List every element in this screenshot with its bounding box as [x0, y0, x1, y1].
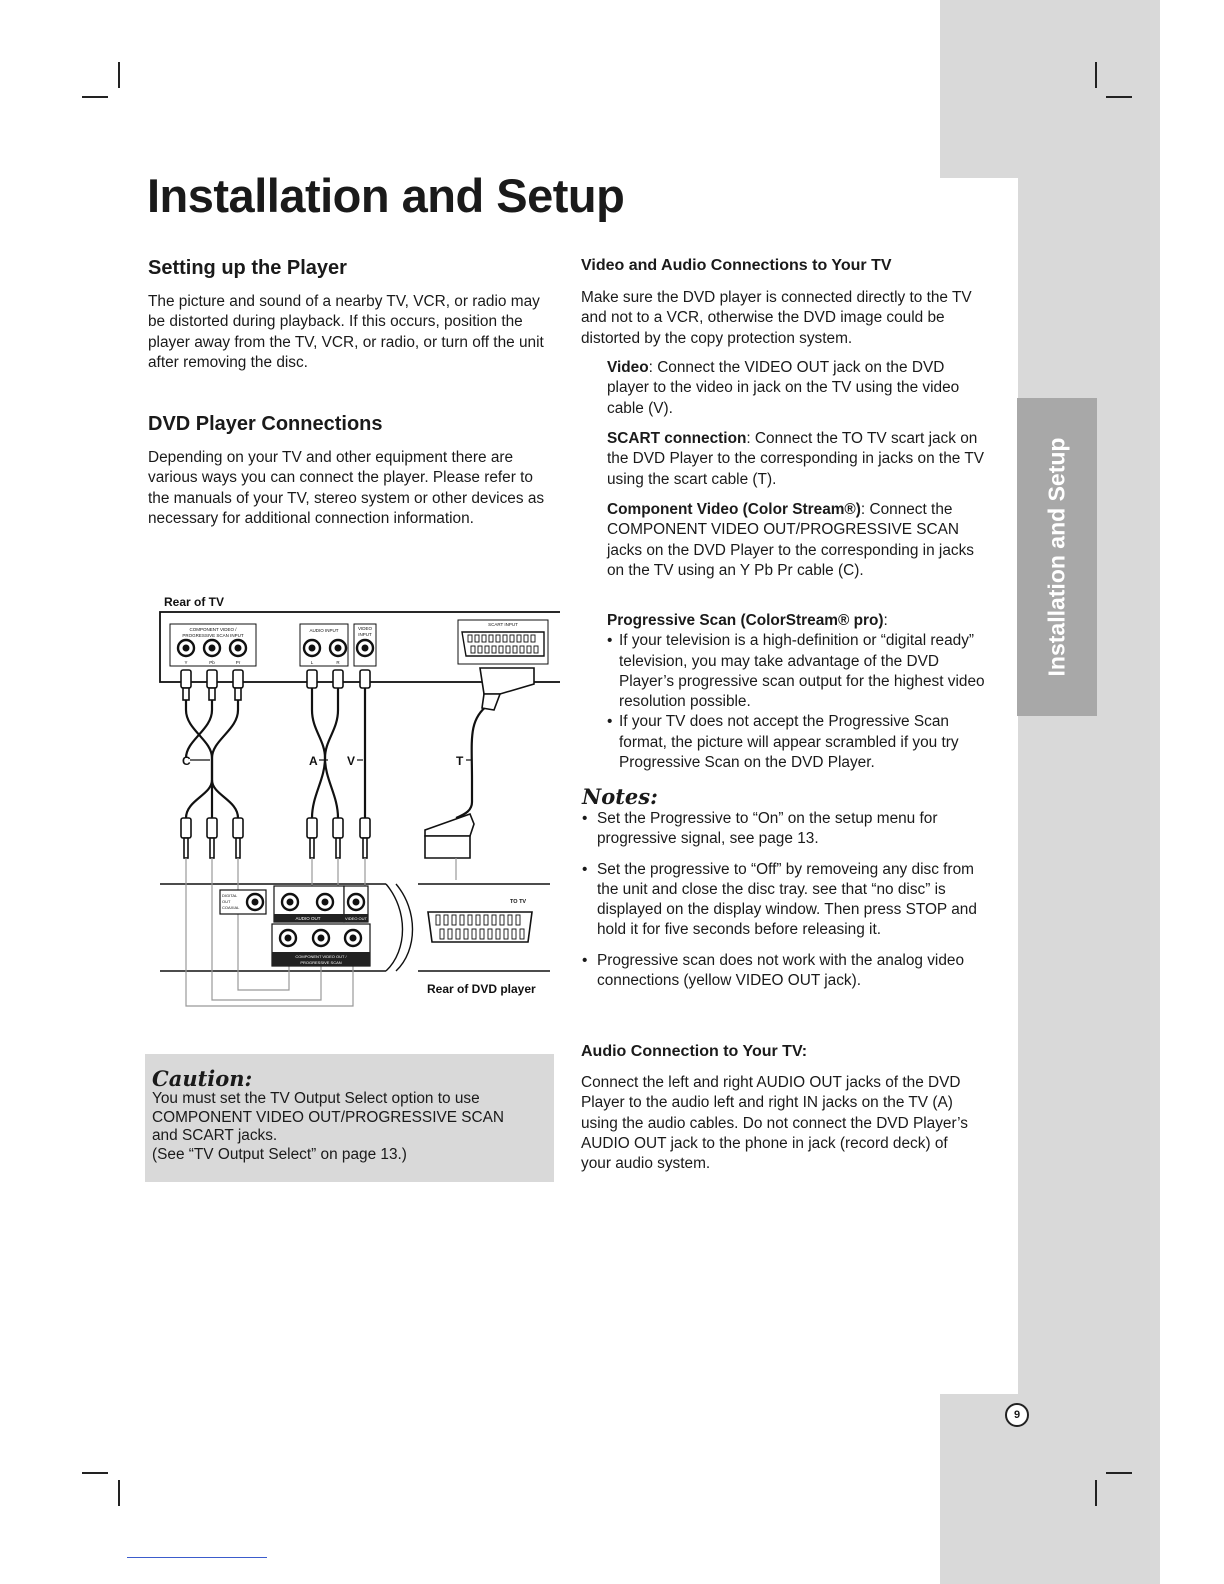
- caution-text: [152, 1090, 548, 1164]
- tv-video-jack: [357, 640, 373, 656]
- caution-line: (See “TV Output Select” on page 13.): [152, 1145, 407, 1163]
- list-item: • Progressive scan does not work with the analog video connections (yellow VIDEO OUT jack).: [582, 951, 986, 992]
- section-side-tab-label: Installation and Setup: [1043, 437, 1070, 677]
- scart-label: SCART connection: [607, 430, 747, 447]
- component-plugs-bottom: [181, 818, 243, 858]
- tv-jack-letter: Y: [184, 660, 188, 665]
- crop-mark: [82, 96, 108, 98]
- scart-text: : Connect the TO TV scart jack on the DVD Player to the corresponding in jacks on the TV using the scart cable (T).: [607, 430, 984, 488]
- page-number: 9: [1005, 1403, 1029, 1427]
- tv-video-label-2: INPUT: [358, 632, 372, 637]
- video-audio-heading: Video and Audio Connections to Your TV: [581, 257, 892, 274]
- component-connection-paragraph: [607, 500, 989, 581]
- scart-connection-paragraph: [607, 429, 985, 490]
- dvd-digital-label-3: COAXIAL: [222, 905, 240, 910]
- setup-heading: Setting up the Player: [148, 257, 347, 279]
- cable-label-v: V: [347, 754, 356, 768]
- connection-diagram: [150, 590, 560, 1015]
- audio-tv-body: Connect the left and right AUDIO OUT jacks of the DVD Player to the audio left and right IN jacks on the TV (A) using the audio cables. Do not connect the DVD Player’s AUDIO OUT jack to the phone in jack (record deck) of your audio system.: [581, 1074, 968, 1173]
- dvd-audio-out-label: AUDIO OUT: [295, 916, 321, 921]
- progressive-colon: :: [883, 612, 888, 629]
- dvd-digital-jack: [247, 894, 263, 910]
- component-plugs-top: [181, 670, 243, 700]
- footer-rule: [127, 1557, 267, 1558]
- tv-jack-letter: Pb: [209, 660, 215, 665]
- tv-audio-letter: R: [336, 660, 340, 665]
- cable-label-a: A: [309, 754, 318, 768]
- video-audio-intro: Make sure the DVD player is connected directly to the TV and not to a VCR, otherwise the DVD image could be distorted by the copy protection system.: [581, 289, 972, 347]
- dvd-component-jacks: [280, 930, 361, 946]
- video-text: : Connect the VIDEO OUT jack on the DVD player to the video in jack on the TV using the video cable (V).: [607, 359, 960, 417]
- crop-mark: [1106, 1472, 1132, 1474]
- dvd-digital-label-2: OUT: [222, 899, 231, 904]
- tv-component-label-1: COMPONENT VIDEO /: [189, 627, 237, 632]
- dvd-component-label-2: PROGRESSIVE SCAN: [300, 960, 342, 965]
- dvd-component-label-1: COMPONENT VIDEO OUT /: [295, 954, 347, 959]
- caution-line: You must set the TV Output Select option to use: [152, 1090, 480, 1107]
- crop-mark: [1095, 62, 1097, 88]
- setup-body: The picture and sound of a nearby TV, VCR, or radio may be distorted during playback. If this occurs, position the player away from the TV, VCR, or radio, or turn off the unit after removing the disc.: [148, 293, 544, 371]
- tv-component-label-2: PROGRESSIVE SCAN INPUT: [182, 633, 244, 638]
- list-item: • If your TV does not accept the Progressive Scan format, the picture will appear scrambled if you try Progressive Scan on the DVD Player.: [607, 712, 989, 773]
- audio-tv-heading: Audio Connection to Your TV:: [581, 1043, 808, 1060]
- dvd-digital-label-1: DIGITAL: [222, 893, 238, 898]
- rear-of-tv-label: Rear of TV: [164, 595, 225, 609]
- audio-cable: [312, 684, 338, 818]
- crop-mark: [1095, 1480, 1097, 1506]
- tv-video-label-1: VIDEO: [357, 626, 373, 631]
- component-text: : Connect the COMPONENT VIDEO OUT/PROGRESSIVE SCAN jacks on the DVD Player to the corresponding in jacks on the TV using an Y Pb Pr cable (C).: [607, 501, 974, 579]
- progressive-label: Progressive Scan (ColorStream® pro): [607, 612, 884, 629]
- list-item: • If your television is a high-definition or “digital ready” television, you may take advantage of the DVD Player’s progressive scan output for the highest video resolution possible.: [607, 631, 989, 712]
- tv-audio-label: AUDIO INPUT: [309, 628, 339, 633]
- progressive-scan-block: [607, 611, 989, 773]
- tv-audio-letter: L: [310, 660, 314, 665]
- page-title: Installation and Setup: [147, 169, 625, 222]
- video-connection-paragraph: [607, 358, 985, 419]
- connections-body: Depending on your TV and other equipment there are various ways you can connect the player. Please refer to the manuals of your TV, stereo system or other devices as necessary for additional connection information.: [148, 449, 545, 527]
- cable-label-t: T: [456, 754, 464, 768]
- crop-mark: [118, 1480, 120, 1506]
- connections-heading: DVD Player Connections: [148, 413, 383, 435]
- rear-of-dvd-label: Rear of DVD player: [427, 982, 536, 996]
- tv-jack-letter: Pr: [235, 660, 241, 665]
- notes-title: Notes:: [582, 784, 658, 809]
- dvd-audio-video-jacks: [282, 894, 364, 910]
- dvd-to-tv-label: TO TV: [510, 899, 527, 905]
- dvd-video-out-label: VIDEO OUT: [344, 916, 368, 921]
- tv-scart-label: SCART INPUT: [488, 622, 518, 627]
- progressive-bullet-list: [607, 631, 989, 773]
- scart-plug-bottom: [425, 814, 474, 858]
- component-label: Component Video (Color Stream®): [607, 501, 861, 518]
- tv-component-jacks: [178, 640, 246, 656]
- caution-line: and SCART jacks.: [152, 1127, 278, 1144]
- caution-title: Caution:: [152, 1066, 253, 1091]
- notes-block: [582, 809, 986, 1001]
- scart-plug-top: [480, 668, 534, 710]
- crop-mark: [82, 1472, 108, 1474]
- cable-label-c: C: [182, 754, 191, 768]
- list-item: • Set the Progressive to “On” on the setup menu for progressive signal, see page 13.: [582, 809, 986, 850]
- crop-mark: [1106, 96, 1132, 98]
- list-item: • Set the progressive to “Off” by removeing any disc from the unit and close the disc tray. see that “no disc” is displayed on the display window. Then press STOP and hold it for five seconds before releasing it.: [582, 860, 986, 941]
- video-label: Video: [607, 359, 649, 376]
- caution-line: COMPONENT VIDEO OUT/PROGRESSIVE SCAN: [152, 1108, 505, 1126]
- component-cable: [186, 684, 238, 818]
- crop-mark: [118, 62, 120, 88]
- notes-list: [582, 809, 986, 991]
